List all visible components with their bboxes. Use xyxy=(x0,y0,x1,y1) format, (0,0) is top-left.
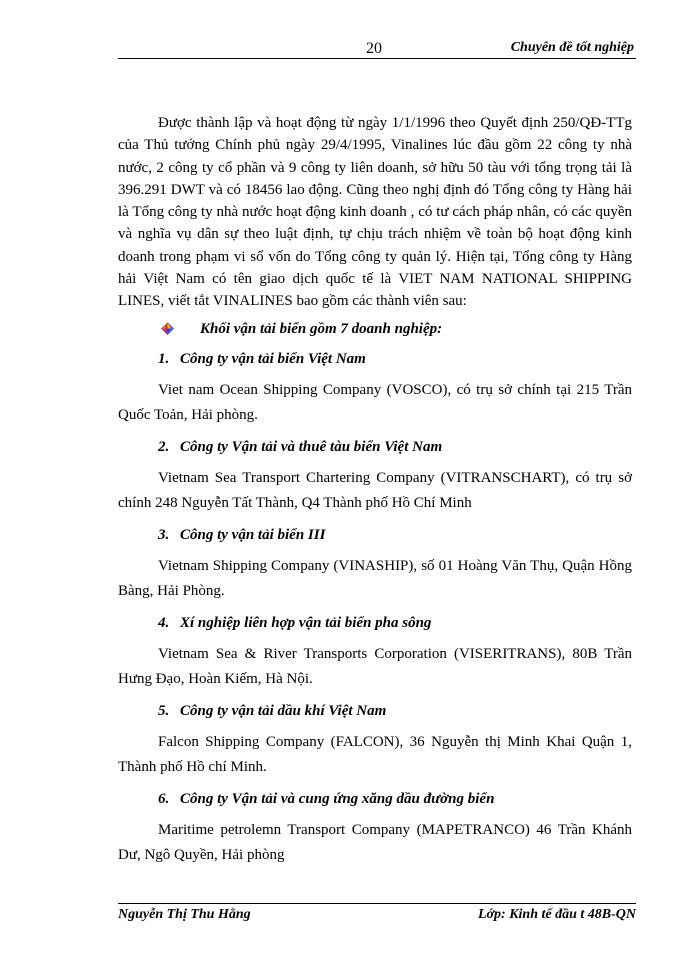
page-footer xyxy=(118,907,636,927)
member-description: Vietnam Sea & River Transports Corporation (VISERITRANS), 80B Trần Hưng Đạo, Hoàn Kiếm, Hà Nội. xyxy=(118,645,632,687)
group-heading xyxy=(118,318,632,340)
member-description: Viet nam Ocean Shipping Company (VOSCO), có trụ sở chính tại 215 Trần Quốc Toản, Hải phòng. xyxy=(118,381,632,423)
intro-paragraph: Được thành lập và hoạt động từ ngày 1/1/1996 theo Quyết định 250/QĐ-TTg của Thủ tướng Chính phủ ngày 29/4/1995, Vinalines lúc đầu gồm 22 công ty nhà nước, 2 công ty cổ phần và 9 công ty liên doanh, sở hữu 50 tàu với tổng trọng tải là 396.291 DWT và có 18456 lao động. Cũng theo nghị định đó Tổng công ty Hàng hải là Tổng công ty nhà nước hoạt động kinh doanh , có tư cách pháp nhân, có các quyền và nghĩa vụ dân sự theo luật định, tự chịu trách nhiệm về toàn bộ hoạt động kinh doanh trong phạm vi số vốn do Tổng công ty quản lý. Hiện tại, Tổng công ty Hàng hải Việt Nam có tên giao dịch quốc tế là VIET NAM NATIONAL SHIPPING LINES, viết tắt VINALINES bao gồm các thành viên sau: xyxy=(118,115,632,310)
member-name: Công ty Vận tải và thuê tàu biển Việt Nam xyxy=(180,438,443,455)
document-title: Chuyên đề tốt nghiệp xyxy=(510,40,634,55)
member-item xyxy=(118,700,632,780)
member-description: Maritime petrolemn Transport Company (MAPETRANCO) 46 Trần Khánh Dư, Ngô Quyền, Hải phòng xyxy=(118,821,632,863)
member-number: 4. xyxy=(158,614,170,631)
member-title xyxy=(118,700,632,722)
member-name: Công ty vận tải biển III xyxy=(180,526,326,543)
diamond-bullet-icon xyxy=(160,321,175,336)
member-name: Công ty vận tải dầu khí Việt Nam xyxy=(180,702,387,719)
page-number: 20 xyxy=(366,40,382,57)
member-number: 2. xyxy=(158,438,170,455)
member-number: 6. xyxy=(158,790,170,807)
member-name: Xí nghiệp liên hợp vận tải biển pha sông xyxy=(180,614,432,631)
member-title xyxy=(118,436,632,458)
member-item xyxy=(118,436,632,516)
member-item xyxy=(118,612,632,692)
member-number: 5. xyxy=(158,702,170,719)
footer-author: Nguyễn Thị Thu Hằng xyxy=(118,907,251,922)
member-title xyxy=(118,612,632,634)
member-name: Công ty Vận tải và cung ứng xăng dầu đường biển xyxy=(180,790,495,807)
member-name: Công ty vận tải biển Việt Nam xyxy=(180,350,366,367)
member-description: Vietnam Shipping Company (VINASHIP), số 01 Hoàng Văn Thụ, Quận Hồng Bàng, Hải Phòng. xyxy=(118,557,632,599)
page-content xyxy=(118,112,632,868)
member-title xyxy=(118,788,632,810)
footer-class-info: Lớp: Kinh tế đầu t 48B-QN xyxy=(477,907,636,922)
member-title xyxy=(118,524,632,546)
member-item xyxy=(118,788,632,868)
member-number: 1. xyxy=(158,350,170,367)
page-header xyxy=(118,40,636,60)
member-description: Falcon Shipping Company (FALCON), 36 Nguyễn thị Minh Khai Quận 1, Thành phố Hồ chí Minh. xyxy=(118,733,632,775)
footer-divider xyxy=(118,903,636,904)
member-number: 3. xyxy=(158,526,170,543)
member-item xyxy=(118,348,632,428)
group-heading-text: Khối vận tải biển gồm 7 doanh nghiệp: xyxy=(200,320,443,337)
member-item xyxy=(118,524,632,604)
member-title xyxy=(118,348,632,370)
header-divider xyxy=(118,58,636,59)
member-description: Vietnam Sea Transport Chartering Company (VITRANSCHART), có trụ sở chính 248 Nguyễn Tất Thành, Q4 Thành phố Hồ Chí Minh xyxy=(118,469,632,511)
